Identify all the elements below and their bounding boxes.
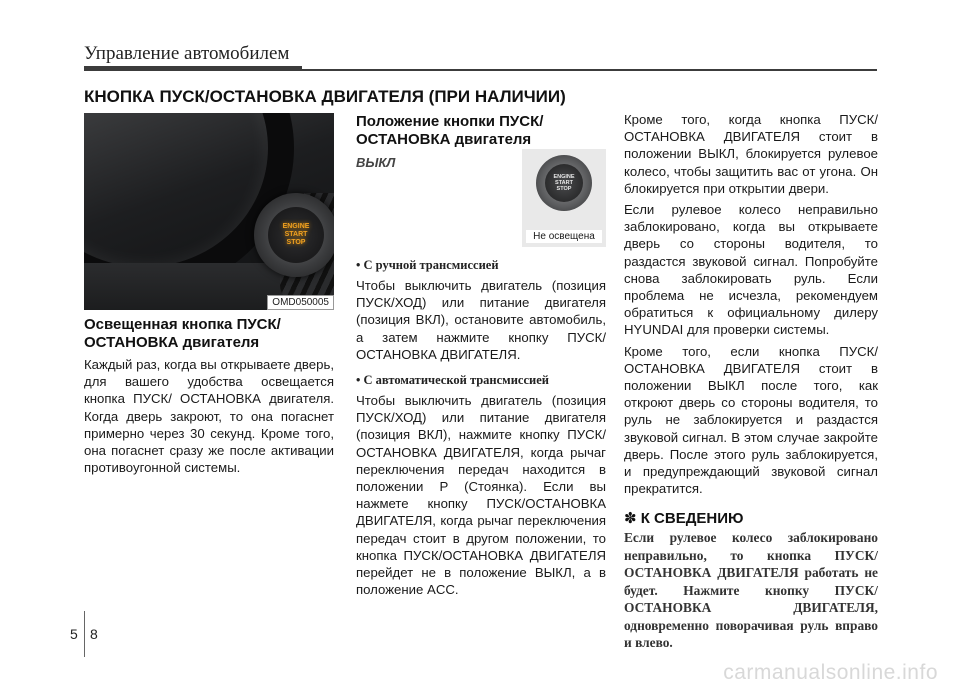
engine-start-button-face: [268, 207, 324, 263]
button-label-line: START: [555, 180, 573, 186]
button-label-line: ENGINE: [282, 223, 310, 230]
manual-transmission-heading: • С ручной трансмиссией: [356, 258, 499, 272]
unlit-button-thumbnail: [522, 149, 606, 247]
manual-transmission-text: Чтобы выключить двигатель (позиция ПУСК/ХОД) или питание двигателя (позиция ВКЛ), остановите автомобиль, а затем нажмите кнопку ПУСК/ ОСТАНОВКА ДВИГАТЕЛЯ.: [356, 278, 606, 362]
automatic-transmission-text: Чтобы выключить двигатель (позиция ПУСК/ХОД) или питание двигателя (позиция ВКЛ), нажмите кнопку ПУСК/ОСТАНОВКА ДВИГАТЕЛЯ, когда рычаг переключения передач находится в положении P (Стоянка). Если вы нажмете кнопку ПУСК/ОСТАНОВКА ДВИГАТЕЛЯ, когда рычаг переключения передач стоит в другом положении, то кнопка ПУСК/ОСТАНОВКА ДВИГАТЕЛЯ перейдет не в положение ВЫКЛ, а в положение ACC.: [356, 393, 606, 598]
column-right: [624, 113, 878, 651]
unlit-button-illustration: [536, 155, 592, 211]
unlit-button-face: [545, 164, 583, 202]
button-label-line: STOP: [556, 186, 572, 192]
automatic-transmission-heading: • С автоматической трансмиссией: [356, 373, 549, 388]
page-section-number: 5: [70, 626, 78, 642]
header-rule-thin: [302, 69, 877, 71]
off-position-label: ВЫКЛ: [356, 155, 396, 170]
thumbnail-caption: Не освещена: [526, 230, 602, 243]
button-label-line: ENGINE: [553, 174, 575, 180]
button-position-subhead: Положение кнопки ПУСК/ ОСТАНОВКА двигателя: [356, 113, 544, 148]
note-text: Если рулевое колесо заблокировано неправильно, то кнопка ПУСК/ОСТАНОВКА ДВИГАТЕЛЯ работать не будет. Нажмите кнопку ПУСК/ОСТАНОВКА ДВИГАТЕЛЯ, одновременно поворачивая руль вправо и влево.: [624, 530, 878, 650]
column-middle: [356, 113, 606, 598]
page-number: 8: [90, 626, 98, 642]
button-label-line: START: [284, 231, 308, 238]
column-left: [84, 113, 334, 476]
footer-divider: [84, 611, 85, 657]
header-title: Управление автомобилем: [84, 43, 290, 64]
illuminated-button-subhead: Освещенная кнопка ПУСК/ ОСТАНОВКА двигателя: [84, 316, 281, 351]
steering-lock-paragraph: Кроме того, когда кнопка ПУСК/ОСТАНОВКА ДВИГАТЕЛЯ стоит в положении ВЫКЛ, блокируется рулевое колесо, чтобы защитить вас от угона. Он блокируется при открытии двери.: [624, 112, 878, 196]
button-label-line: STOP: [286, 239, 306, 246]
steering-lock-problem-paragraph: Если рулевое колесо неправильно заблокировано, когда вы открываете дверь со стороны водителя, то раздастся звуковой сигнал. Попробуйте снова заблокировать руль. Если проблема не исчезла, рекомендуем обратиться к официальному дилеру HYUNDAI для проверки системы.: [624, 202, 878, 338]
engine-start-button-illustration: [254, 193, 334, 277]
illuminated-button-text: Каждый раз, когда вы открываете дверь, для вашего удобства освещается кнопка ПУСК/ ОСТАНОВКА двигателя. Когда дверь закроют, то она погаснет примерно через 30 секунд. Кроме того, она погаснет сразу же после активации противоугонной системы.: [84, 357, 334, 476]
watermark-text: carmanualsonline.info: [723, 661, 938, 684]
engine-button-photo: [84, 113, 334, 310]
section-title: КНОПКА ПУСК/ОСТАНОВКА ДВИГАТЕЛЯ (ПРИ НАЛИЧИИ): [84, 87, 566, 106]
photo-code-label: OMD050005: [267, 295, 334, 310]
header-rule-thick: [84, 66, 302, 71]
steering-unlock-paragraph: Кроме того, если кнопка ПУСК/ОСТАНОВКА ДВИГАТЕЛЯ стоит в положении ВЫКЛ после того, как откроют дверь со стороны водителя, то руль не заблокируется и раздастся звуковой сигнал. В этом случае закройте дверь. После этого руль заблокируется, и предупреждающий звуковой сигнал прекратится.: [624, 343, 878, 497]
note-title: ✽ К СВЕДЕНИЮ: [624, 510, 744, 528]
